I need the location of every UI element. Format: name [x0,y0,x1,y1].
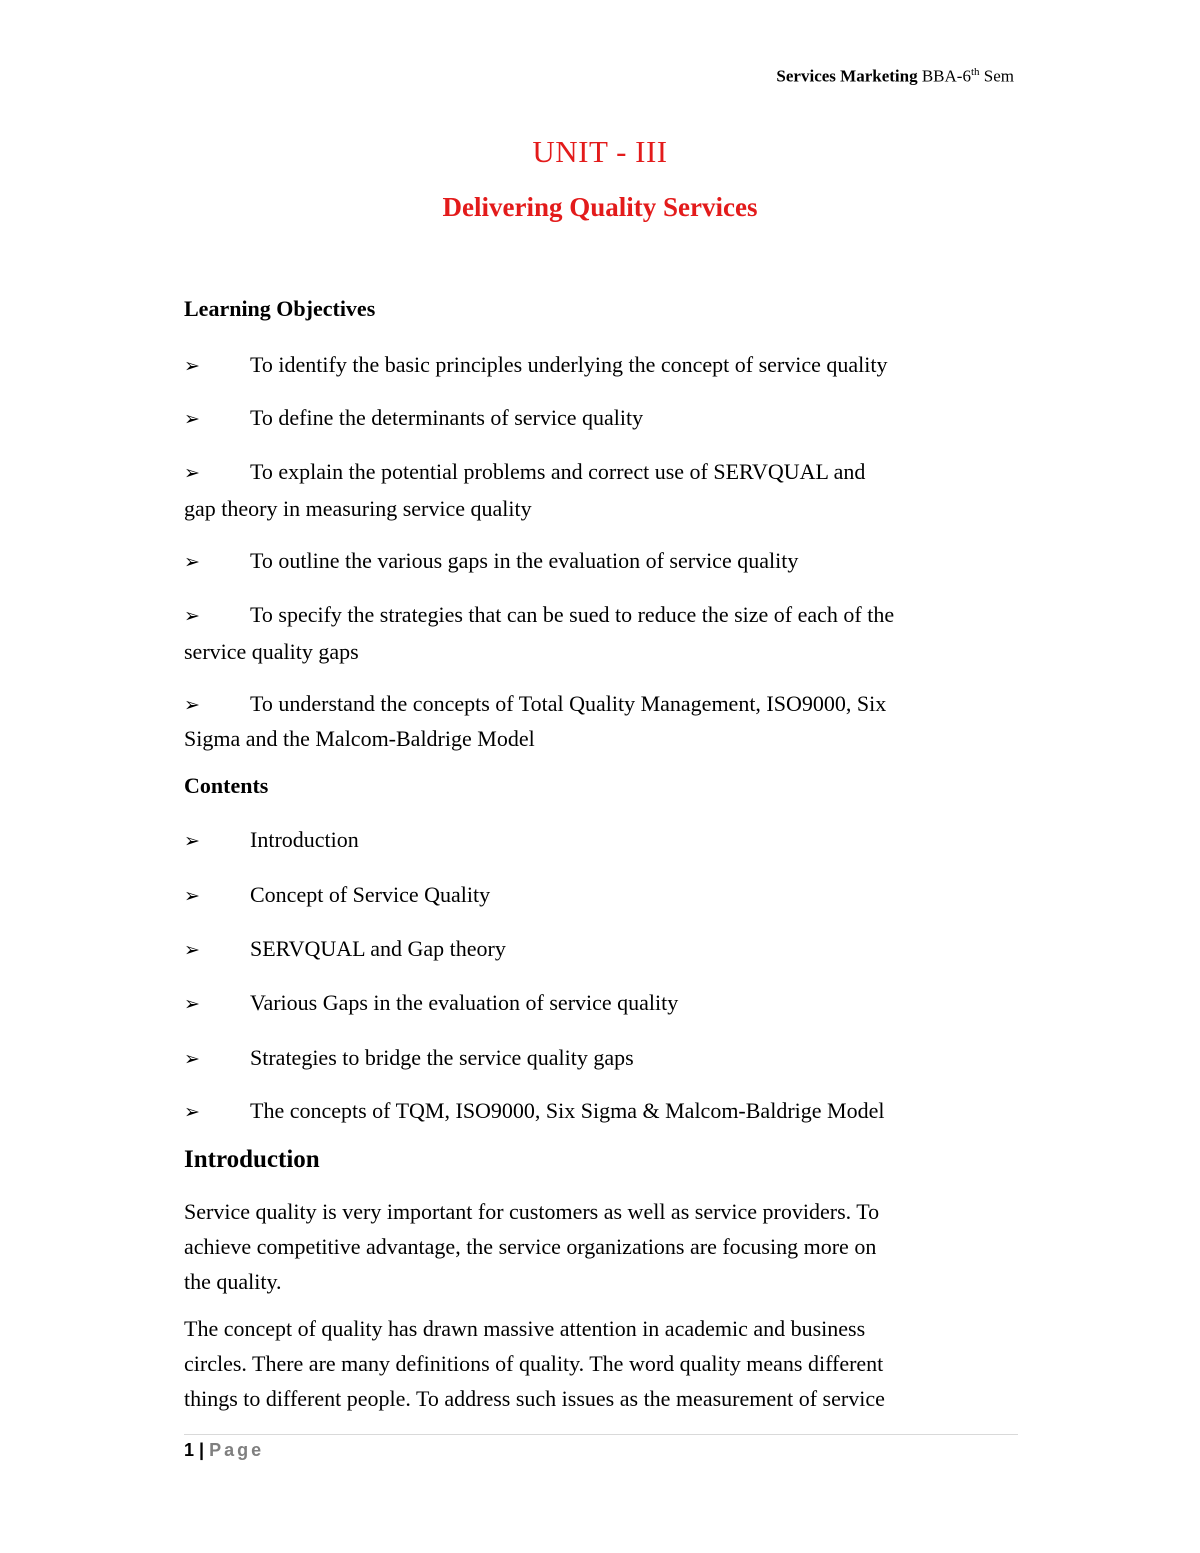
chapter-title: Delivering Quality Services [442,192,758,222]
objective-item [184,346,1014,385]
paragraph-line: Service quality is very important for customers as well as service providers. To [184,1199,880,1224]
unit-title: UNIT - III [532,134,668,169]
objective-item [184,685,1014,724]
paragraph-line: The concept of quality has drawn massive attention in academic and business [184,1316,866,1341]
objective-text: To outline the various gaps in the evaluation of service quality [250,548,799,573]
contents-text: Introduction [250,827,359,852]
objective-text-continued: gap theory in measuring service quality [184,496,532,521]
objective-item [184,596,1014,635]
page-number: 1 [184,1440,195,1460]
bullet-arrow-icon: ➢ [184,408,200,430]
paragraph-line: achieve competitive advantage, the service organizations are focusing more on [184,1234,877,1259]
header-superscript: th [970,66,980,78]
contents-item [184,1092,1014,1131]
contents-item [184,984,1014,1023]
bullet-arrow-icon: ➢ [184,993,200,1015]
footer-separator: | [194,1440,210,1460]
objective-item [184,399,1014,438]
bullet-arrow-icon: ➢ [184,1101,200,1123]
contents-item [184,930,1014,969]
bullet-arrow-icon: ➢ [184,355,200,377]
paragraph-line: the quality. [184,1269,282,1294]
contents-text: Strategies to bridge the service quality gaps [250,1045,634,1070]
objective-text-continued: Sigma and the Malcom-Baldrige Model [184,726,535,751]
header-sem: Sem [979,66,1014,86]
running-header [776,66,1014,87]
page-label: Page [209,1440,265,1460]
contents-text: Various Gaps in the evaluation of service quality [250,990,679,1015]
bullet-arrow-icon: ➢ [184,605,200,627]
bullet-arrow-icon: ➢ [184,830,200,852]
paragraph-line: things to different people. To address such issues as the measurement of service [184,1386,885,1411]
bullet-arrow-icon: ➢ [184,462,200,484]
bullet-arrow-icon: ➢ [184,885,200,907]
contents-text: The concepts of TQM, ISO9000, Six Sigma & Malcom-Baldrige Model [250,1098,885,1123]
contents-item [184,821,1014,860]
paragraph-line: circles. There are many definitions of quality. The word quality means different [184,1351,884,1376]
page-footer [184,1440,264,1461]
contents-item [184,1039,1014,1078]
bullet-arrow-icon: ➢ [184,939,200,961]
header-program: BBA-6 [917,66,971,86]
contents-item [184,876,1014,915]
introduction-heading: Introduction [184,1146,320,1173]
objective-item [184,453,1014,492]
contents-heading: Contents [184,773,269,798]
learning-objectives-heading: Learning Objectives [184,296,376,321]
contents-text: Concept of Service Quality [250,882,491,907]
header-course: Services Marketing [776,66,918,86]
objective-text-continued: service quality gaps [184,639,359,664]
objective-item [184,542,1014,581]
bullet-arrow-icon: ➢ [184,694,200,716]
intro-paragraph-2 [184,1311,1014,1416]
objective-text: To explain the potential problems and correct use of SERVQUAL and [250,459,866,484]
objective-text: To define the determinants of service quality [250,405,644,430]
objective-text: To understand the concepts of Total Quality Management, ISO9000, Six [250,691,887,716]
contents-text: SERVQUAL and Gap theory [250,936,506,961]
bullet-arrow-icon: ➢ [184,1048,200,1070]
objective-text: To specify the strategies that can be sued to reduce the size of each of the [250,602,895,627]
intro-paragraph-1 [184,1194,1014,1299]
footer-divider [184,1434,1018,1435]
bullet-arrow-icon: ➢ [184,551,200,573]
objective-text: To identify the basic principles underlying the concept of service quality [250,352,888,377]
